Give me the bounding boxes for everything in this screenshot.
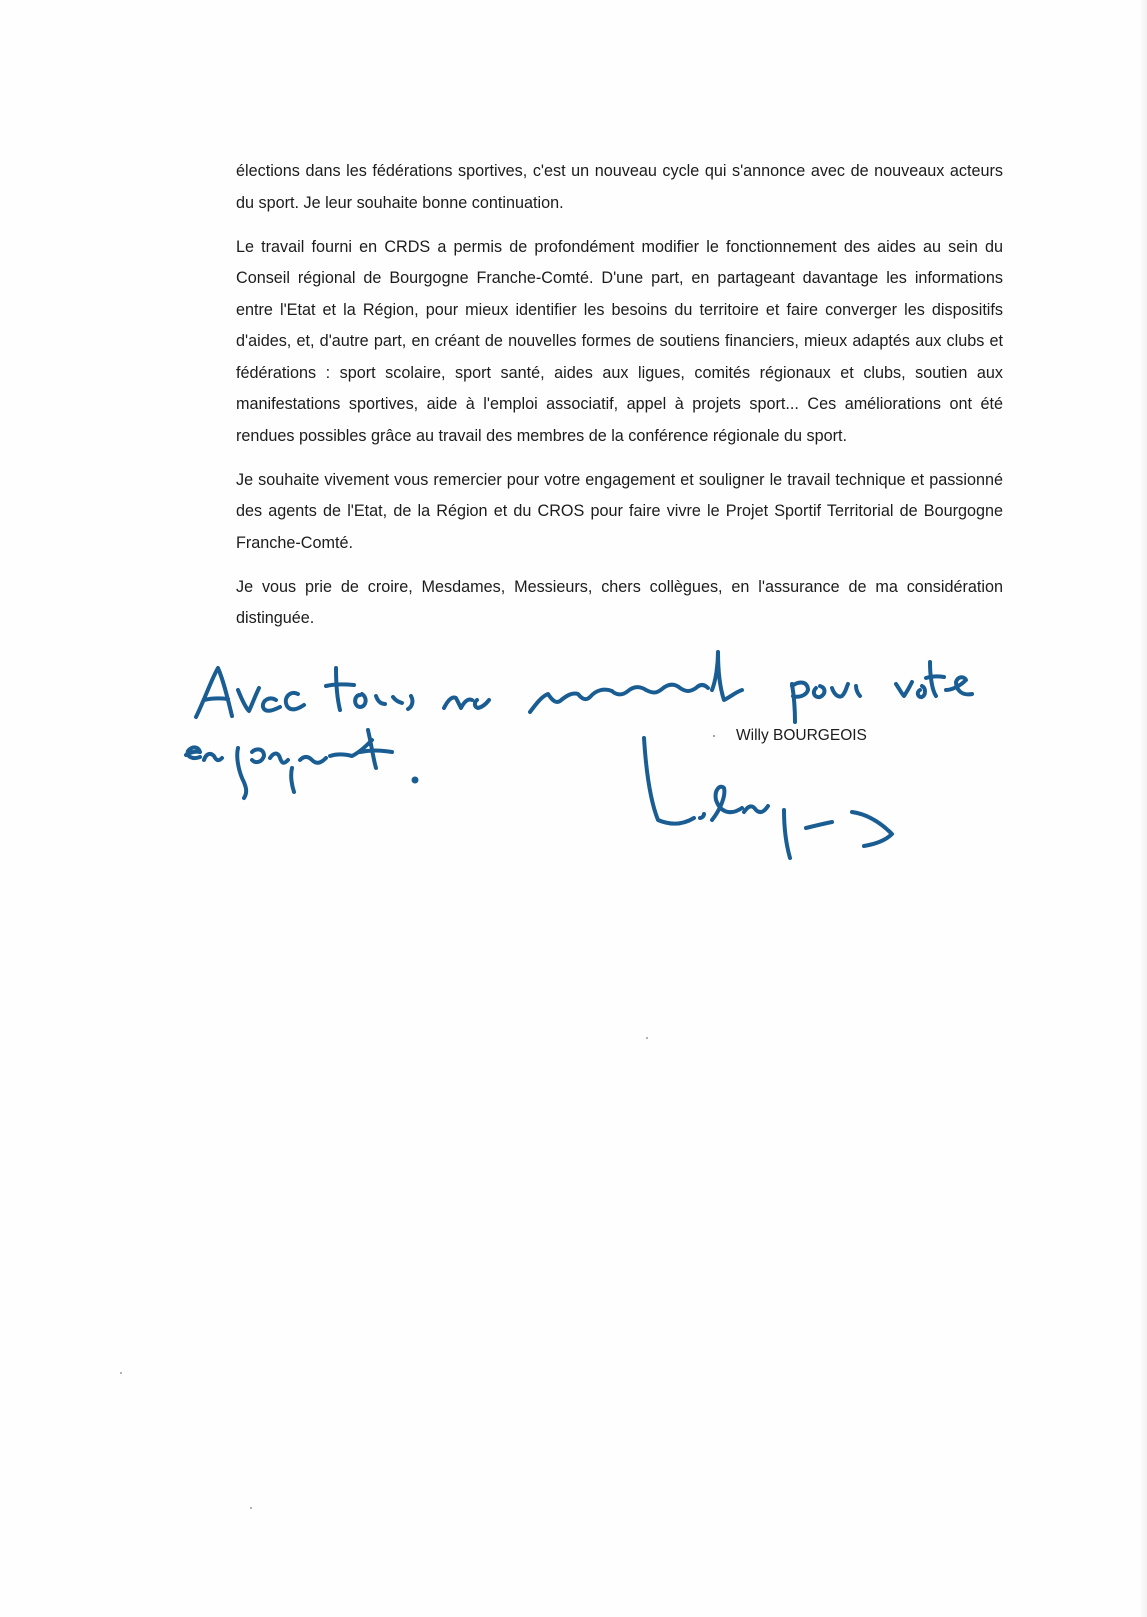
paragraph-crds-work: Le travail fourni en CRDS a permis de profondément modifier le fonctionnement des aides au sein du Conseil régional de Bourgogne Franche-Comté. D'une part, en partageant davantage les informations entre l'Etat et la Région, pour mieux identifier les besoins du territoire et faire converger les dispositifs d'aides, et, d'autre part, en créant de nouvelles formes de soutiens financiers, mieux adaptés aux clubs et fédérations : sport scolaire, sport santé, aides aux ligues, comités régionaux et clubs, soutien aux manifestations sportives, aide à l'emploi associatif, appel à projets sport... Ces améliorations ont été rendues possibles grâce au travail des membres de la conférence régionale du sport. [236,237,1003,445]
paragraph-closing: Je vous prie de croire, Mesdames, Messieurs, chers collègues, en l'assurance de ma considération distinguée. [236,577,1003,627]
page-speck [646,1037,648,1039]
signature [644,738,892,858]
handwriting-pour [792,683,860,722]
handwriting-tous [326,668,412,710]
page-edge-shadow [1139,0,1147,1617]
page-speck [120,1372,122,1374]
handwriting-mes [444,697,489,708]
paragraph-thanks: Je souhaite vivement vous remercier pour votre engagement et souligner le travail technique et passionné des agents de l'Etat, de la Région et du CROS pour faire vivre le Projet Sportif Territorial de Bourgogne Franche-Comté. [236,470,1003,552]
signatory-name: Willy BOURGEOIS [736,727,867,744]
handwriting-votre [896,662,972,697]
handwriting-avec [196,668,304,717]
handwriting-period [412,777,419,784]
handwriting-remerciements [530,652,742,712]
paragraph-elections: élections dans les fédérations sportives, c'est un nouveau cycle qui s'annonce avec de nouveaux acteurs du sport. Je leur souhaite bonne continuation. [236,162,1003,212]
stray-dot [713,735,715,737]
handwriting-engagement [186,730,392,798]
letter-body [236,156,1003,647]
page-speck [250,1507,252,1509]
